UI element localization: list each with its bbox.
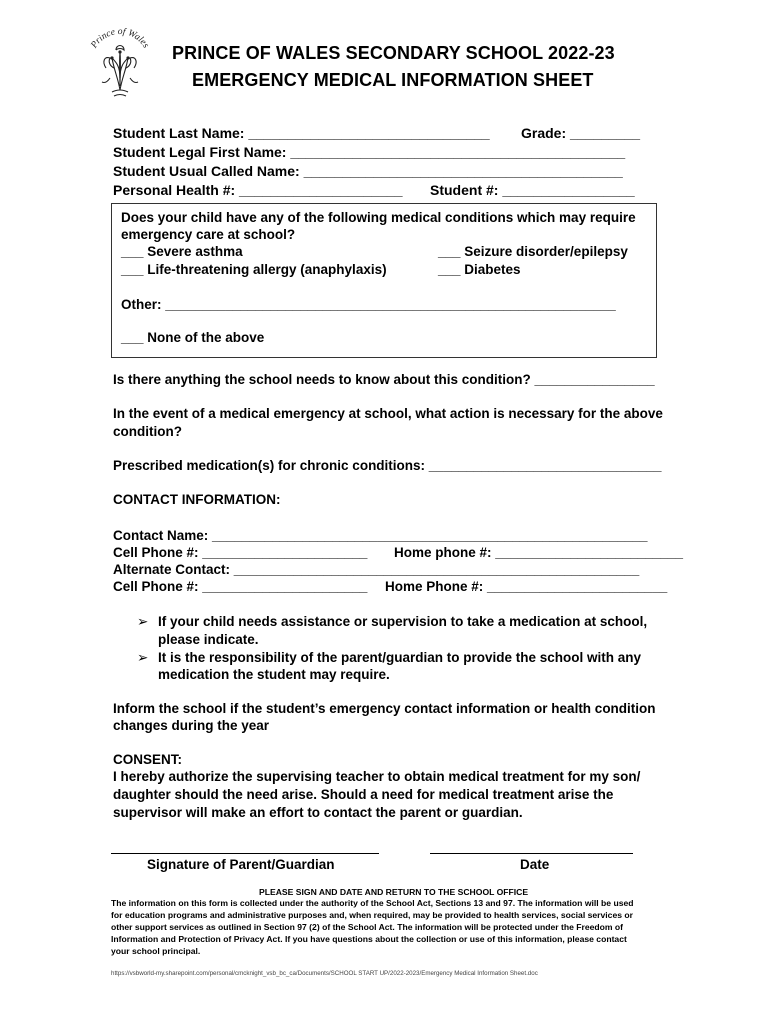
student-number-field[interactable]: Student #: _________________ [430, 182, 635, 198]
cell-phone-field-2[interactable]: Cell Phone #: ______________________ [113, 579, 368, 594]
consent-line-2: daughter should the need arise. Should a need for medical treatment arise the [113, 787, 614, 802]
parent-signature-line[interactable] [111, 853, 379, 854]
privacy-notice-line-3: other support services as outlined in Section 97 (2) of the School Act. The information will be protected under the Freedom of [111, 922, 624, 932]
document-title-line-2: EMERGENCY MEDICAL INFORMATION SHEET [192, 70, 594, 90]
emergency-action-question-line-1: In the event of a medical emergency at school, what action is necessary for the above [113, 406, 663, 421]
conditions-question-line-2: emergency care at school? [121, 227, 296, 242]
home-phone-field-2[interactable]: Home Phone #: ________________________ [385, 579, 668, 594]
bullet-2-line-1: It is the responsibility of the parent/guardian to provide the school with any [158, 650, 642, 665]
document-path-url: https://vsbworld-my.sharepoint.com/personal/cmcknight_vsb_bc_ca/Documents/SCHOOL START UP/2022-2023/Emergency Medical Information Sheet.doc [111, 970, 538, 977]
other-condition-field[interactable]: Other: ____________________________________________________________ [121, 297, 616, 312]
signature-date-label: Date [520, 857, 550, 872]
inform-school-line-2: changes during the year [113, 718, 270, 733]
cell-phone-field-1[interactable]: Cell Phone #: ______________________ [113, 545, 368, 560]
seizure-disorder-option[interactable]: ___ Seizure disorder/epilepsy [438, 244, 628, 259]
bullet-arrow-icon: ➢ [137, 650, 149, 665]
date-signature-line[interactable] [430, 853, 633, 854]
prescribed-medication-field[interactable]: Prescribed medication(s) for chronic conditions: _______________________________ [113, 458, 662, 473]
contact-information-heading: CONTACT INFORMATION: [113, 492, 281, 507]
emergency-action-question-line-2: condition? [113, 424, 182, 439]
student-usual-called-name-field[interactable]: Student Usual Called Name: _________________________________________ [113, 163, 623, 179]
severe-asthma-option[interactable]: ___ Severe asthma [121, 244, 243, 259]
school-needs-question[interactable]: Is there anything the school needs to know about this condition? ________________ [113, 372, 655, 387]
none-of-the-above-option[interactable]: ___ None of the above [121, 330, 265, 345]
bullet-arrow-icon: ➢ [137, 614, 149, 629]
diabetes-option[interactable]: ___ Diabetes [438, 262, 521, 277]
grade-field[interactable]: Grade: _________ [521, 125, 641, 141]
bullet-1-line-2: please indicate. [158, 632, 259, 647]
student-legal-first-name-field[interactable]: Student Legal First Name: ___________________________________________ [113, 144, 626, 160]
home-phone-field-1[interactable]: Home phone #: _________________________ [394, 545, 683, 560]
anaphylaxis-option[interactable]: ___ Life-threatening allergy (anaphylaxis) [121, 262, 387, 277]
privacy-notice-line-5: your school principal. [111, 946, 201, 956]
contact-name-field[interactable]: Contact Name: __________________________________________________________ [113, 528, 648, 543]
document-title-line-1: PRINCE OF WALES SECONDARY SCHOOL 2022-23 [172, 43, 615, 63]
privacy-notice-line-4: Information and Protection of Privacy Act. If you have questions about the collection or use of this information, please contact [111, 934, 627, 944]
bullet-2-line-2: medication the student may require. [158, 667, 390, 682]
alternate-contact-field[interactable]: Alternate Contact: ______________________________________________________ [113, 562, 640, 577]
student-last-name-field[interactable]: Student Last Name: _______________________________ [113, 125, 490, 141]
consent-heading: CONSENT: [113, 752, 183, 767]
privacy-notice-line-2: for education programs and administrative purposes and, when required, may be provided to health services, social services or [111, 910, 633, 920]
bullet-1-line-1: If your child needs assistance or supervision to take a medication at school, [158, 614, 648, 629]
conditions-question-line-1: Does your child have any of the following medical conditions which may require [121, 210, 636, 225]
signature-parent-label: Signature of Parent/Guardian [147, 857, 335, 872]
svg-text:Prince of Wales: Prince of Wales [89, 28, 151, 51]
personal-health-number-field[interactable]: Personal Health #: _____________________ [113, 182, 403, 198]
consent-line-3: supervisor will make an effort to contact the parent or guardian. [113, 805, 523, 820]
return-notice: PLEASE SIGN AND DATE AND RETURN TO THE SCHOOL OFFICE [259, 887, 529, 897]
inform-school-line-1: Inform the school if the student’s emergency contact information or health condition [113, 701, 656, 716]
school-crest-logo [82, 28, 158, 102]
privacy-notice-line-1: The information on this form is collected under the authority of the School Act, Sections 13 and 97. The information will be used [111, 898, 634, 908]
consent-line-1: I hereby authorize the supervising teacher to obtain medical treatment for my son/ [113, 769, 641, 784]
